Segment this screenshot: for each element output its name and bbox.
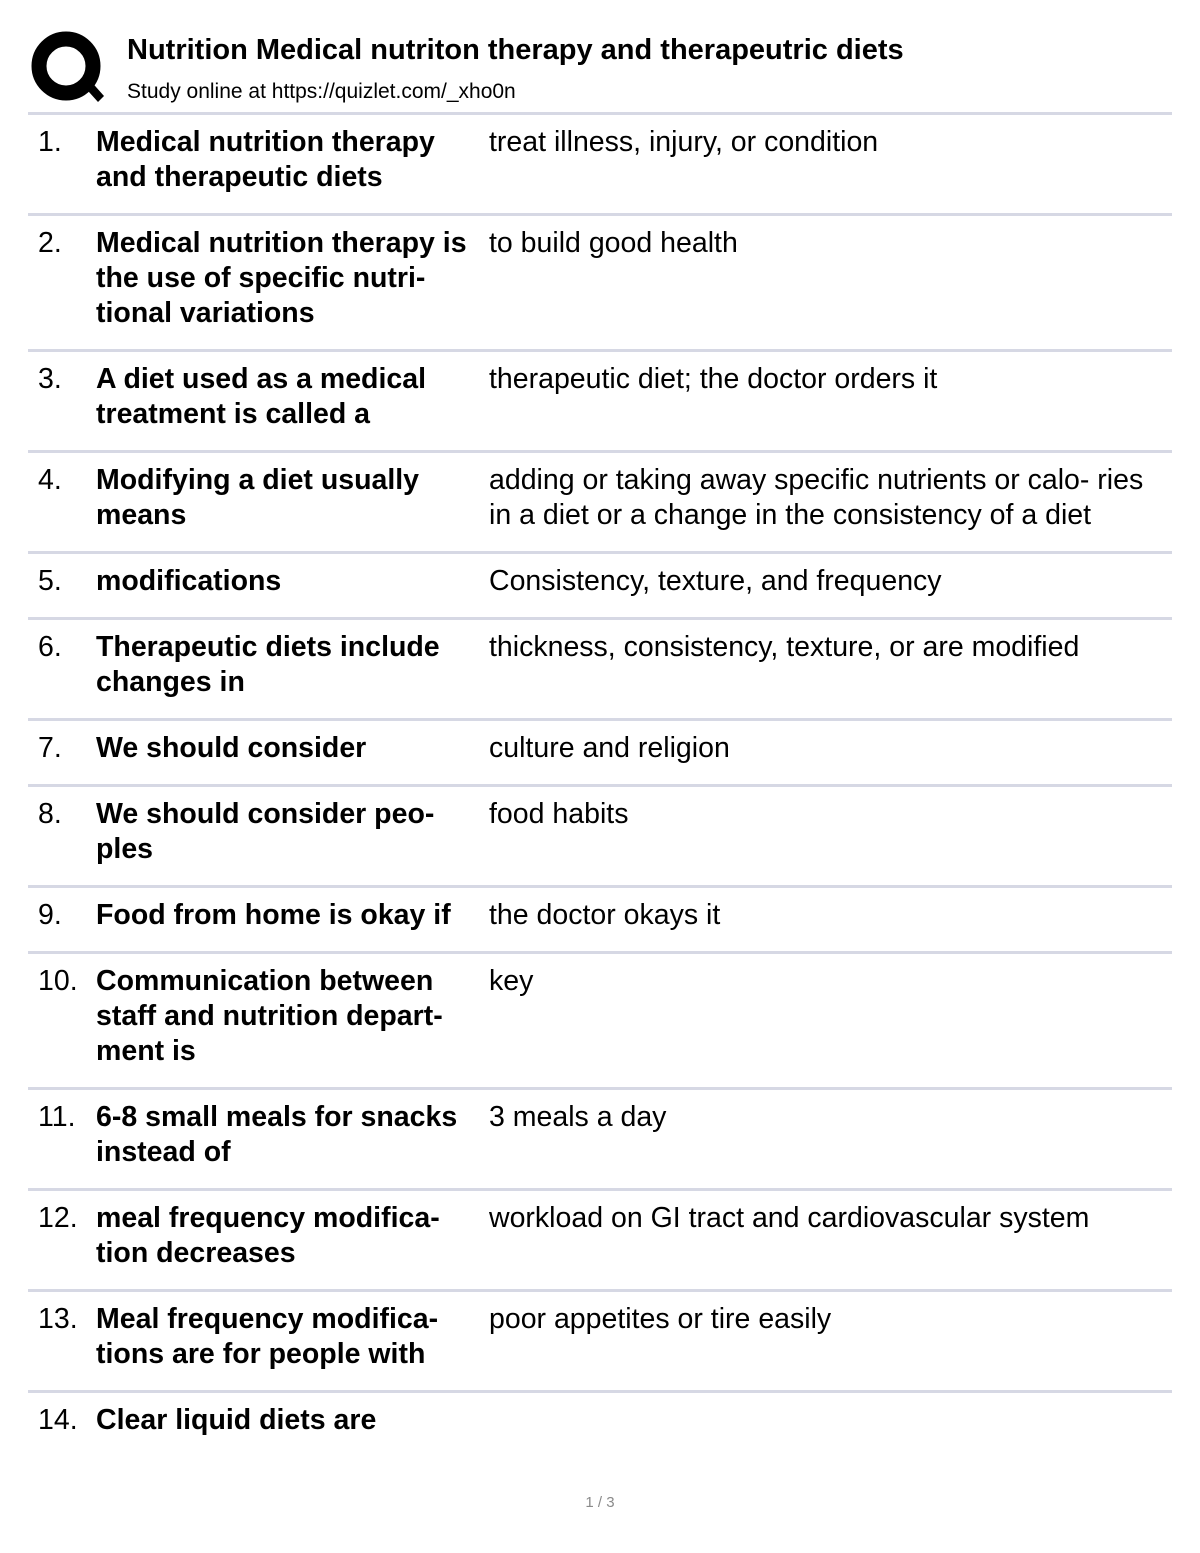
card-definition: therapeutic diet; the doctor orders it — [489, 363, 938, 395]
card-number: 4. — [38, 464, 62, 496]
card-definition: food habits — [489, 798, 629, 830]
flashcard-row — [28, 1191, 1172, 1292]
card-number: 10. — [38, 965, 78, 997]
card-term: Clear liquid diets are — [96, 1404, 377, 1436]
card-number: 11. — [38, 1101, 76, 1133]
card-term: Meal frequency modifica- tions are for people with — [96, 1303, 439, 1370]
card-definition: 3 meals a day — [489, 1101, 667, 1133]
card-term: Medical nutrition therapy is the use of specific nutri- tional variations — [96, 227, 467, 329]
flashcard-list — [28, 115, 1172, 1456]
card-number: 8. — [38, 798, 62, 830]
card-definition: poor appetites or tire easily — [489, 1303, 832, 1335]
card-term: Communication between staff and nutrition depart- ment is — [96, 965, 443, 1067]
flashcard-row — [28, 721, 1172, 787]
card-term: 6-8 small meals for snacks instead of — [96, 1101, 458, 1168]
page-title: Nutrition Medical nutriton therapy and therapeutric diets — [127, 34, 904, 66]
flashcard-row — [28, 888, 1172, 954]
card-term: Medical nutrition therapy and therapeutic diets — [96, 126, 435, 193]
flashcard-row — [28, 620, 1172, 721]
card-number: 1. — [38, 126, 62, 158]
card-number: 6. — [38, 631, 62, 663]
flashcard-row — [28, 115, 1172, 216]
card-term: We should consider — [96, 732, 367, 764]
card-term: modifications — [96, 565, 282, 597]
card-definition: culture and religion — [489, 732, 730, 764]
card-number: 3. — [38, 363, 62, 395]
flashcard-row — [28, 1393, 1172, 1456]
card-number: 13. — [38, 1303, 78, 1335]
card-definition: adding or taking away specific nutrients or calo- ries in a diet or a change in the consistency of a diet — [489, 464, 1144, 531]
flashcard-row — [28, 453, 1172, 554]
card-definition — [489, 1403, 1172, 1438]
study-link-text: Study online at https://quizlet.com/_xho0n — [127, 80, 516, 103]
card-term: Modifying a diet usually means — [96, 464, 420, 531]
page-number: 1 / 3 — [585, 1494, 615, 1511]
flashcard-row — [28, 554, 1172, 620]
flashcard-row — [28, 1292, 1172, 1393]
flashcard-row — [28, 1090, 1172, 1191]
card-definition: to build good health — [489, 227, 738, 259]
card-definition: the doctor okays it — [489, 899, 721, 931]
flashcard-row — [28, 216, 1172, 352]
card-term: Therapeutic diets include changes in — [96, 631, 440, 698]
card-term: Food from home is okay if — [96, 899, 451, 931]
card-definition: Consistency, texture, and frequency — [489, 565, 942, 597]
flashcard-row — [28, 954, 1172, 1090]
card-number: 5. — [38, 565, 62, 597]
card-definition: treat illness, injury, or condition — [489, 126, 879, 158]
card-number: 9. — [38, 899, 62, 931]
card-term: meal frequency modifica- tion decreases — [96, 1202, 440, 1269]
card-definition: thickness, consistency, texture, or are modified — [489, 631, 1080, 663]
flashcard-row — [28, 352, 1172, 453]
card-number: 2. — [38, 227, 62, 259]
page-header — [0, 0, 1200, 112]
card-definition: key — [489, 965, 534, 997]
flashcard-row — [28, 787, 1172, 888]
card-number: 14. — [38, 1404, 78, 1436]
quizlet-q-logo-icon — [30, 30, 106, 106]
card-term: We should consider peo- ples — [96, 798, 435, 865]
card-number: 7. — [38, 732, 62, 764]
card-definition: workload on GI tract and cardiovascular system — [489, 1202, 1090, 1234]
card-term: A diet used as a medical treatment is called a — [96, 363, 426, 430]
card-number: 12. — [38, 1202, 78, 1234]
